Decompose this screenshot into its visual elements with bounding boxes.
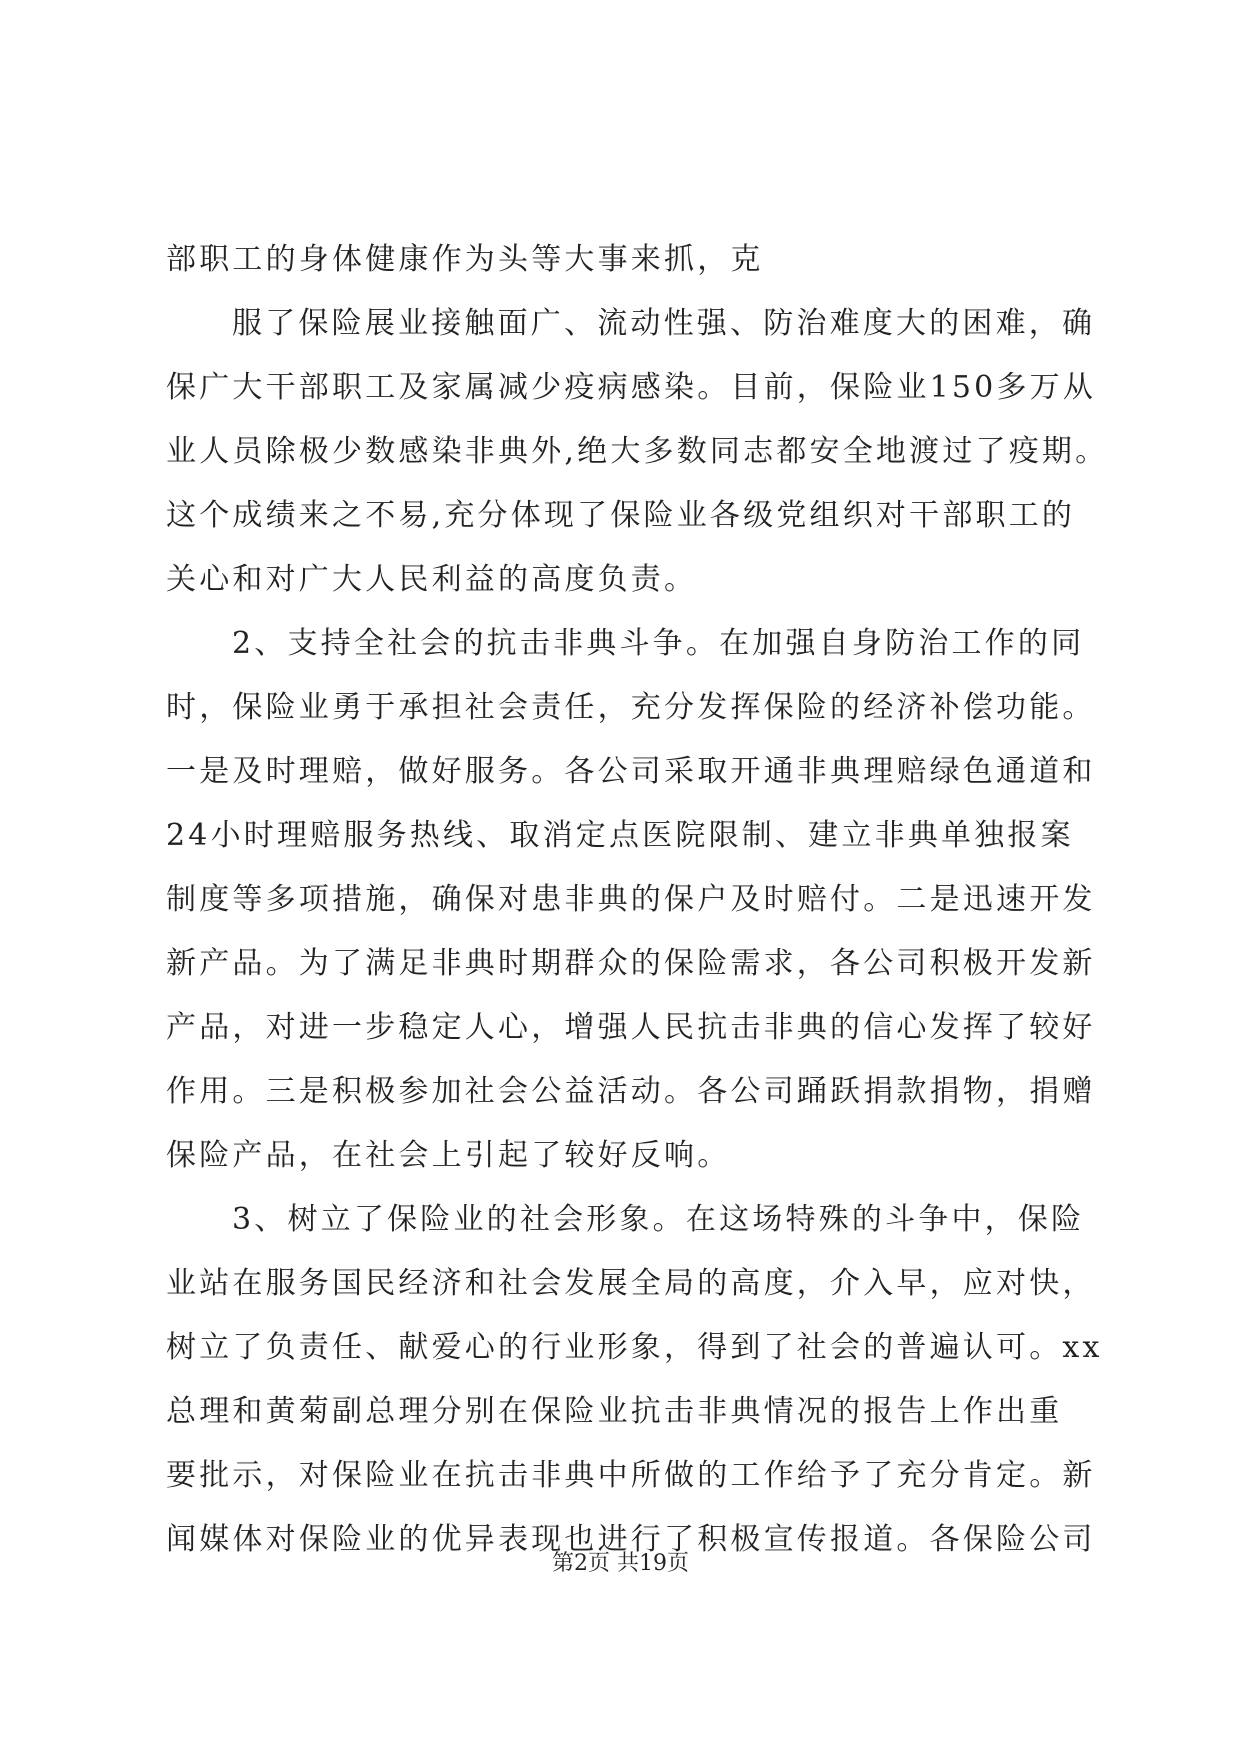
text-line: 业人员除极少数感染非典外,绝大多数同志都安全地渡过了疫期。	[166, 434, 1109, 469]
text-line: 2、支持全社会的抗击非典斗争。在加强自身防治工作的同	[232, 626, 1085, 661]
text-line: 关心和对广大人民利益的高度负责。	[166, 562, 698, 597]
text-line: 业站在服务国民经济和社会发展全局的高度，介入早，应对快，	[166, 1266, 1096, 1301]
text-line: 服了保险展业接触面广、流动性强、防治难度大的困难，确	[232, 306, 1096, 341]
text-line: 时，保险业勇于承担社会责任，充分发挥保险的经济补偿功能。	[166, 690, 1096, 725]
text-line: 部职工的身体健康作为头等大事来抓，克	[166, 242, 764, 277]
text-line: 保险产品，在社会上引起了较好反响。	[166, 1138, 731, 1173]
text-line: 作用。三是积极参加社会公益活动。各公司踊跃捐款捐物，捐赠	[166, 1074, 1096, 1109]
text-line: 树立了负责任、献爱心的行业形象，得到了社会的普遍认可。xx	[166, 1330, 1103, 1365]
text-line: 24小时理赔服务热线、取消定点医院限制、建立非典单独报案	[166, 818, 1074, 853]
text-line: 产品，对进一步稳定人心，增强人民抗击非典的信心发挥了较好	[166, 1010, 1096, 1045]
text-line: 制度等多项措施，确保对患非典的保户及时赔付。二是迅速开发	[166, 882, 1096, 917]
page-number: 第2页 共19页	[552, 1551, 689, 1576]
document-body	[166, 228, 1109, 1572]
text-line: 保广大干部职工及家属减少疫病感染。目前，保险业150多万从	[166, 370, 1097, 405]
page-footer	[0, 1548, 1241, 1580]
text-line: 总理和黄菊副总理分别在保险业抗击非典情况的报告上作出重	[166, 1394, 1063, 1429]
text-line: 闻媒体对保险业的优异表现也进行了积极宣传报道。各保险公司	[166, 1522, 1096, 1557]
text-line: 一是及时理赔，做好服务。各公司采取开通非典理赔绿色通道和	[166, 754, 1096, 789]
text-line: 新产品。为了满足非典时期群众的保险需求，各公司积极开发新	[166, 946, 1096, 981]
text-line: 这个成绩来之不易,充分体现了保险业各级党组织对干部职工的	[166, 498, 1076, 533]
text-line: 3、树立了保险业的社会形象。在这场特殊的斗争中，保险	[232, 1202, 1085, 1237]
text-line: 要批示，对保险业在抗击非典中所做的工作给予了充分肯定。新	[166, 1458, 1096, 1493]
